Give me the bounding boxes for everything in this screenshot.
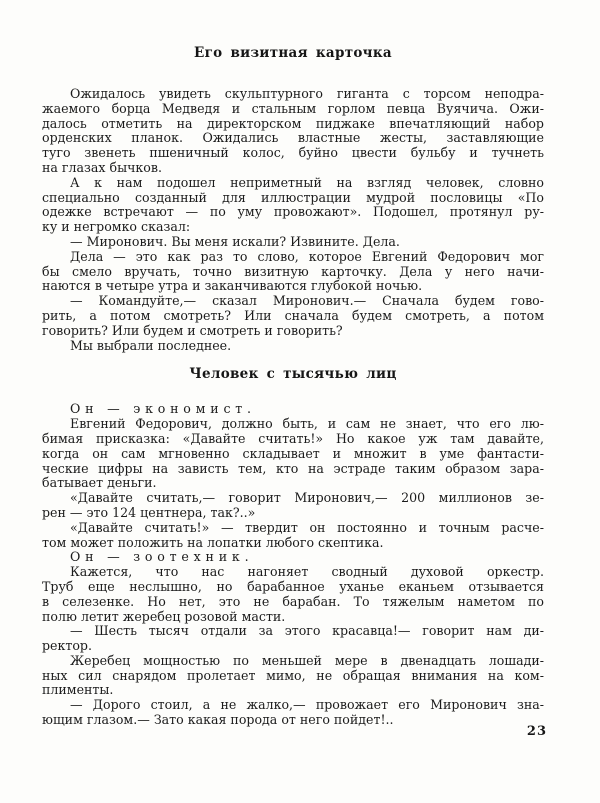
- text-line: «Давайте считать!» — твердит он постоянно и точным расче-: [70, 519, 544, 535]
- paragraph: [42, 491, 544, 521]
- paragraph: [42, 87, 544, 176]
- text-line: — Командуйте,— сказал Миронович.— Сначала будем гово-: [70, 293, 544, 309]
- text-line: Мы выбрали последнее.: [70, 337, 232, 353]
- text-line: плименты.: [42, 682, 114, 698]
- text-line: «Давайте считать,— говорит Миронович,— 200 миллионов зе-: [70, 490, 544, 506]
- text-line: Жеребец мощностью по меньшей мере в двенадцать лошади-: [70, 652, 544, 668]
- text-line: — Шесть тысяч отдали за этого красавца!— говорит нам ди-: [70, 623, 544, 639]
- paragraph: [42, 654, 544, 698]
- text-line: когда он сам мгновенно складывает и множит в уме фантасти-: [42, 445, 544, 461]
- text-line: Он — зоотехник.: [70, 549, 254, 565]
- text-line: том может положить на лопатки любого скептика.: [42, 534, 384, 550]
- text-line: рен — это 124 центнера, так?..»: [42, 504, 256, 520]
- text-line: Дела — это как раз то слово, которое Евгений Федорович мог: [70, 248, 544, 264]
- paragraph: [42, 565, 544, 624]
- text-line: — Дорого стоил, а не жалко,— провожает его Миронович зна-: [70, 697, 544, 713]
- paragraph: [42, 402, 544, 417]
- text-line: ку и негромко сказал:: [42, 219, 191, 235]
- section-heading: Человек с тысячью лиц: [189, 366, 397, 383]
- text-line: батывает деньги.: [42, 475, 157, 491]
- paragraph: [42, 339, 544, 354]
- paragraph: [42, 250, 544, 294]
- text-line: полю летит жеребец розовой масти.: [42, 608, 286, 624]
- page-number: 23: [526, 724, 547, 739]
- text-line: туго звенеть пшеничный колос, буйно цвести бульбу и тучнеть: [42, 145, 544, 161]
- text-line: орденских планок. Ожидались властные жесты, заставляющие: [42, 130, 544, 146]
- text-line: наются в четыре утра и заканчиваются глубокой ночью.: [42, 278, 423, 294]
- text-line: ных сил снарядом пролетает мимо, не обращая внимания на ком-: [42, 667, 544, 683]
- paragraph: [42, 698, 544, 728]
- text-line: бимая присказка: «Давайте считать!» Но какое уж там давайте,: [42, 430, 544, 446]
- text-line: Он — экономист.: [70, 401, 256, 417]
- paragraph: [42, 235, 544, 250]
- text-line: А к нам подошел неприметный на взгляд человек, словно: [70, 174, 544, 190]
- text-line: Труб еще неслышно, но барабанное уханье еканьем отзывается: [42, 578, 544, 594]
- paragraph: [42, 550, 544, 565]
- text-line: бы смело вручать, точно визитную карточку. Дела у него начи-: [42, 263, 544, 279]
- text-line: специально созданный для иллюстрации мудрой пословицы «По: [42, 189, 544, 205]
- paragraph: [42, 294, 544, 338]
- text-line: на глазах бычков.: [42, 159, 162, 175]
- text-line: говорить? Или будем и смотреть и говорить?: [42, 322, 343, 338]
- text-line: Кажется, что нас нагоняет сводный духовой оркестр.: [70, 564, 544, 580]
- text-line: рить, а потом смотреть? Или сначала будем смотреть, а потом: [42, 307, 544, 323]
- section-heading: Его визитная карточка: [194, 45, 392, 61]
- text-line: Евгений Федорович, должно быть, и сам не знает, что его лю-: [70, 416, 544, 432]
- text-line: далось отметить на директорском пиджаке впечатляющий набор: [42, 115, 544, 131]
- text-line: одежке встречают — по уму провожают». Подошел, протянул ру-: [42, 204, 544, 220]
- text-line: ректор.: [42, 638, 92, 654]
- text-line: в селезенке. Но нет, это не барабан. То тяжелым наметом по: [42, 593, 544, 609]
- page-content: [42, 45, 544, 728]
- paragraph: [42, 521, 544, 551]
- text-line: ющим глазом.— Зато какая порода от него пойдет!..: [42, 712, 394, 728]
- paragraph: [42, 417, 544, 491]
- text-line: Ожидалось увидеть скульптурного гиганта с торсом неподра-: [70, 86, 544, 101]
- text-line: ческие цифры на зависть тем, кто на эстраде таким образом зара-: [42, 460, 544, 476]
- text-line: жаемого борца Медведя и стальным горлом певца Вуячича. Ожи-: [42, 100, 544, 116]
- paragraph: [42, 624, 544, 654]
- paragraph: [42, 176, 544, 235]
- text-line: — Миронович. Вы меня искали? Извините. Дела.: [70, 233, 400, 249]
